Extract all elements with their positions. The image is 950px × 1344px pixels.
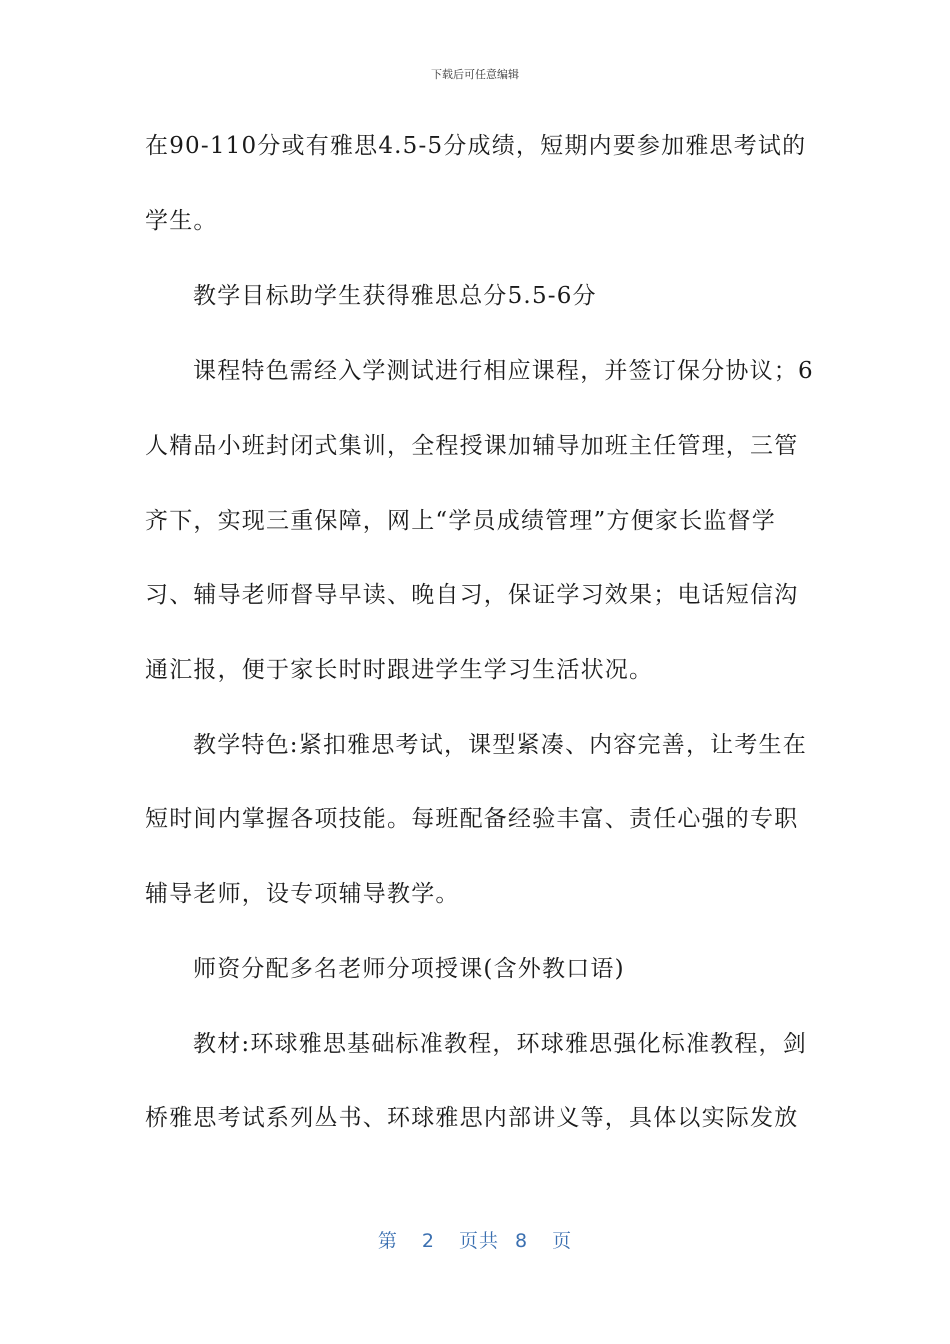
body-line: 人精品小班封闭式集训，全程授课加辅导加班主任管理，三管 <box>145 433 799 459</box>
body-line: 师资分配多名老师分项授课(含外教口语) <box>193 956 625 982</box>
page-footer <box>0 1226 950 1253</box>
body-line: 在90-110分或有雅思4.5-5分成绩，短期内要参加雅思考试的 <box>145 133 807 159</box>
body-line: 齐下，实现三重保障，网上“学员成绩管理”方便家长监督学 <box>145 508 776 534</box>
body-line: 课程特色需经入学测试进行相应课程，并签订保分协议；6 <box>193 358 814 384</box>
body-line: 桥雅思考试系列丛书、环球雅思内部讲义等，具体以实际发放 <box>145 1105 799 1131</box>
body-line: 学生。 <box>145 208 218 234</box>
current-page-number: 2 <box>421 1230 435 1252</box>
total-page-number: 8 <box>515 1230 529 1252</box>
body-line: 习、辅导老师督导早读、晚自习，保证学习效果；电话短信沟 <box>145 582 799 608</box>
body-line: 教材:环球雅思基础标准教程，环球雅思强化标准教程，剑 <box>193 1031 807 1057</box>
body-line: 教学目标助学生获得雅思总分5.5-6分 <box>193 283 597 309</box>
body-line: 教学特色:紧扣雅思考试，课型紧凑、内容完善，让考生在 <box>193 732 807 758</box>
body-line: 通汇报，便于家长时时跟进学生学习生活状况。 <box>145 657 654 683</box>
page-header-note: 下载后可任意编辑 <box>431 68 519 81</box>
body-line: 辅导老师，设专项辅导教学。 <box>145 881 460 907</box>
footer-prefix: 第 <box>377 1230 398 1252</box>
footer-middle: 页共 <box>458 1230 499 1252</box>
footer-suffix: 页 <box>552 1230 573 1252</box>
body-line: 短时间内掌握各项技能。每班配备经验丰富、责任心强的专职 <box>145 806 799 832</box>
